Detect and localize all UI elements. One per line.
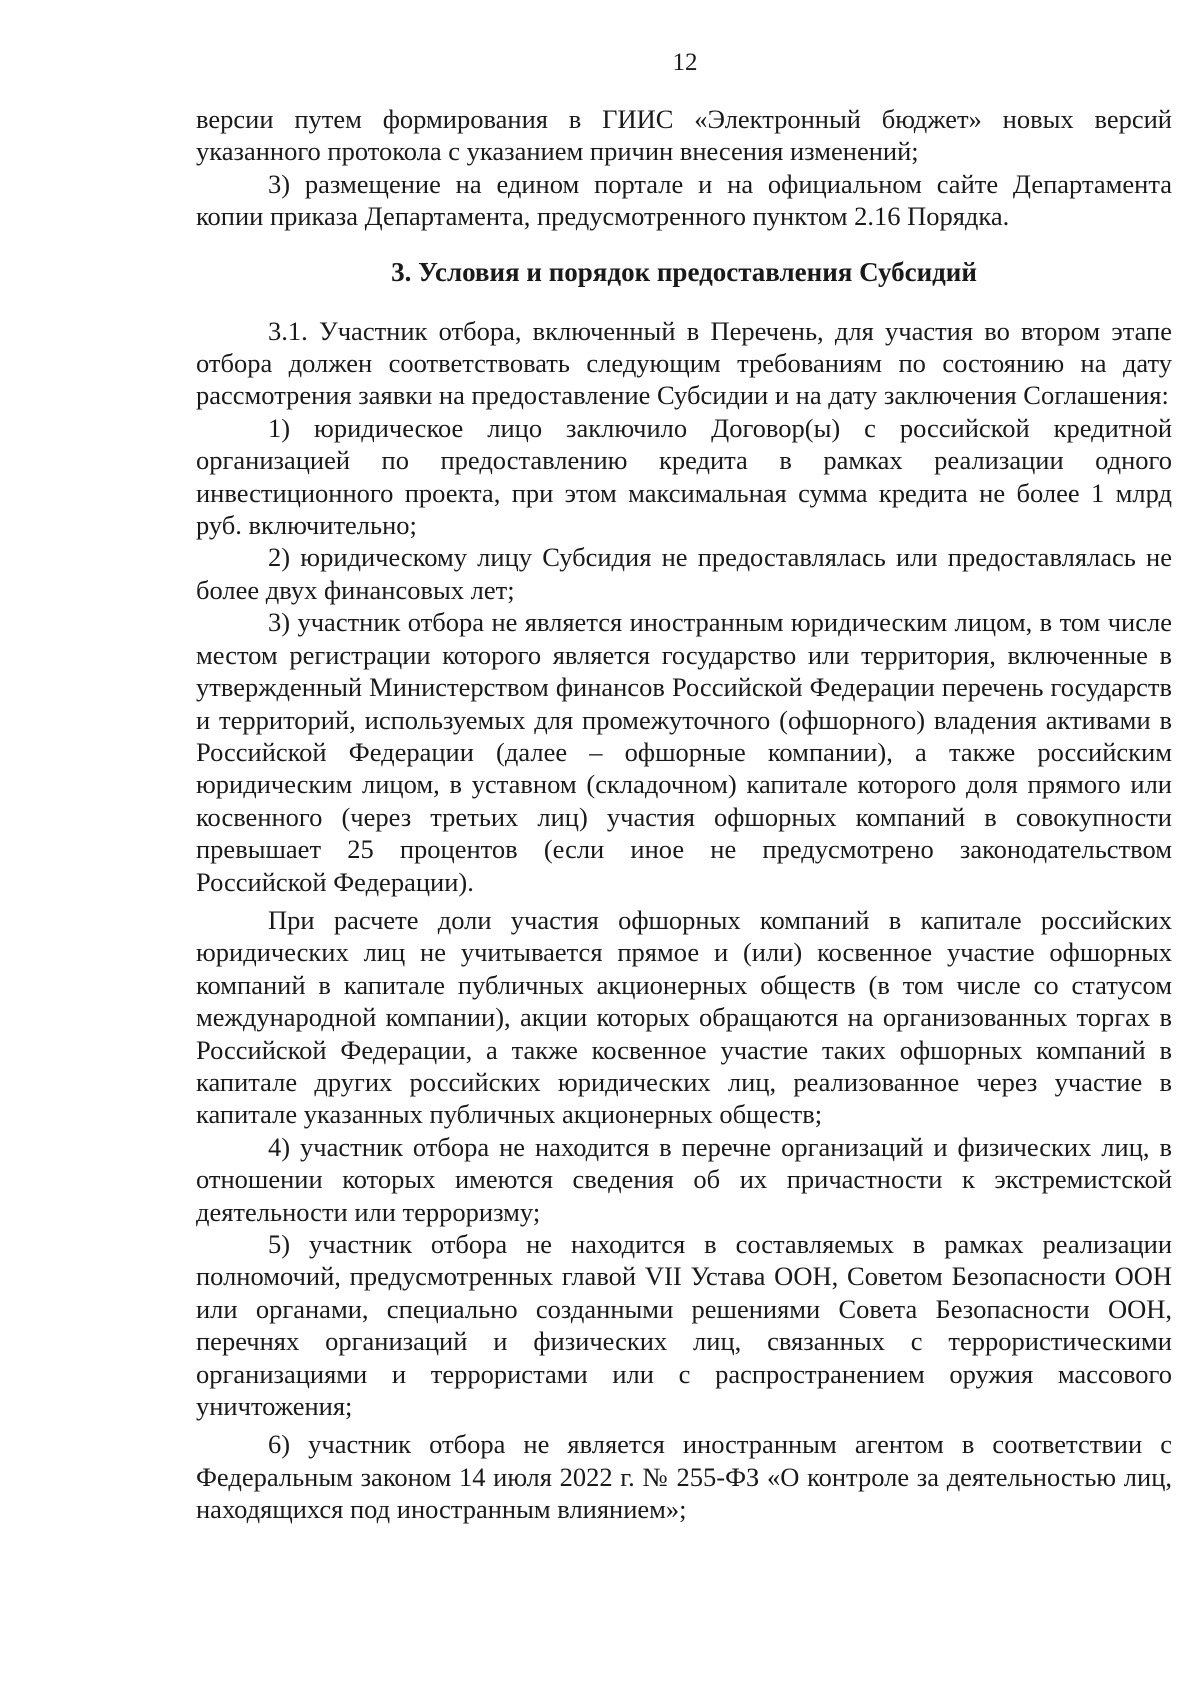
document-body — [196, 103, 1172, 1526]
paragraph-item-3-posting: 3) размещение на едином портале и на официальном сайте Департамента копии приказа Департамента, предусмотренного пунктом 2.16 Порядка. — [196, 168, 1172, 232]
paragraph-item-3: 3) участник отбора не является иностранным юридическим лицом, в том числе местом регистрации которого является государство или территория, включенные в утвержденный Министерством финансов Российской Федерации перечень государств и территорий, используемых для промежуточного (офшорного) владения активами в Российской Федерации (далее – офшорные компании), а также российским юридическим лицом, в уставном (складочном) капитале которого доля прямого или косвенного (через третьих лиц) участия офшорных компаний в совокупности превышает 25 процентов (если иное не предусмотрено законодательством Российской Федерации). — [196, 607, 1172, 897]
section-title: 3. Условия и порядок предоставления Субсидий — [391, 256, 977, 287]
paragraph-item-2: 2) юридическому лицу Субсидия не предоставлялась или предоставлялась не более двух финансовых лет; — [196, 542, 1172, 605]
paragraph-item-6: 6) участник отбора не является иностранным агентом в соответствии с Федеральным законом 14 июля 2022 г. № 255-ФЗ «О контроле за деятельностью лиц, находящихся под иностранным влиянием»; — [196, 1429, 1172, 1525]
paragraph-offshore-note: При расчете доли участия офшорных компаний в капитале российских юридических лиц не учитывается прямое и (или) косвенное участие офшорных компаний в капитале публичных акционерных обществ (в том числе со статусом международной компании), акции которых обращаются на организованных торгах в Российской Федерации, а также косвенное участие таких офшорных компаний в капитале других российских юридических лиц, реализованное через участие в капитале указанных публичных акционерных обществ; — [196, 904, 1172, 1130]
paragraph-3-1: 3.1. Участник отбора, включенный в Перечень, для участия во втором этапе отбора должен соответствовать следующим требованиям по состоянию на дату рассмотрения заявки на предоставление Субсидии и на дату заключения Соглашения: — [196, 315, 1172, 411]
page-number: 12 — [672, 49, 698, 76]
paragraph-continuation: версии путем формирования в ГИИС «Электронный бюджет» новых версий указанного протокола с указанием причин внесения изменений; — [196, 104, 1172, 167]
paragraph-item-4: 4) участник отбора не находится в перечне организаций и физических лиц, в отношении которых имеются сведения об их причастности к экстремистской деятельности или терроризму; — [196, 1131, 1172, 1227]
paragraph-item-1: 1) юридическое лицо заключило Договор(ы) с российской кредитной организацией по предоставлению кредита в рамках реализации одного инвестиционного проекта, при этом максимальная сумма кредита не более 1 млрд руб. включительно; — [196, 412, 1172, 541]
paragraph-item-5: 5) участник отбора не находится в составляемых в рамках реализации полномочий, предусмотренных главой VII Устава ООН, Советом Безопасности ООН или органами, специально созданными решениями Совета Безопасности ООН, перечнях организаций и физических лиц, связанных с террористическими организациями и террористами или с распространением оружия массового уничтожения; — [196, 1229, 1172, 1422]
